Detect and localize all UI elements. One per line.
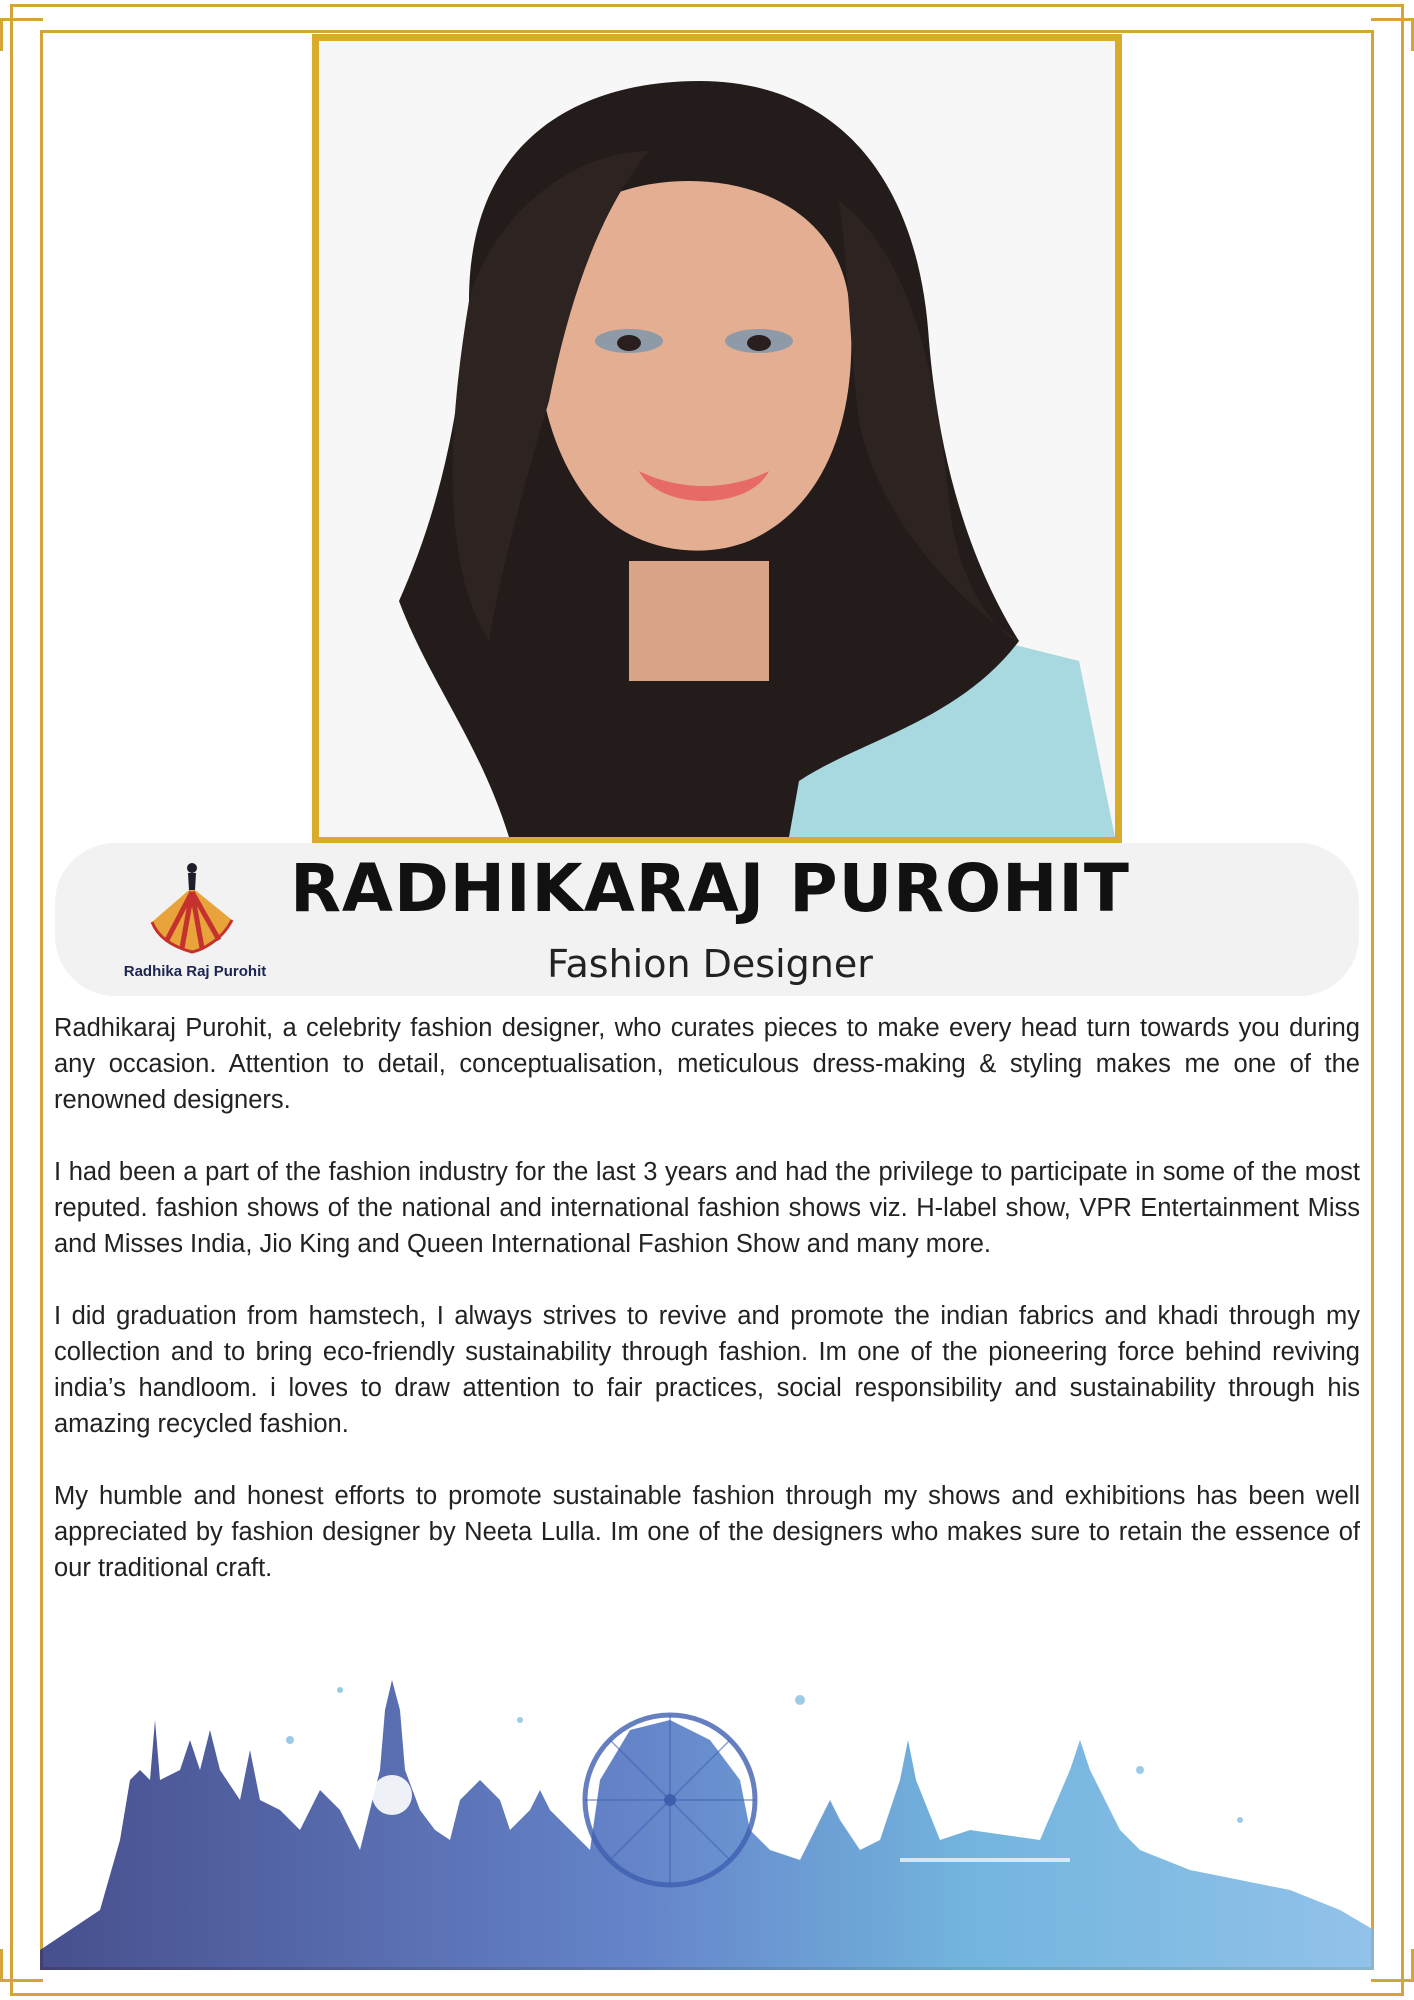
profile-photo: [312, 34, 1122, 844]
corner-ornament: [1371, 18, 1414, 51]
bio-paragraph: I did graduation from hamstech, I always strives to revive and promote the indian fabrics and khadi through my collection and to bring eco-friendly sustainability through fashion. Im one of the pioneering force behind reviving india’s handloom. i loves to draw attention to fair practices, social responsibility and sustainability through his amazing recycled fashion.: [54, 1302, 1360, 1438]
skyline-watercolor: [40, 1630, 1374, 1970]
designer-name: RADHIKARAJ PUROHIT: [290, 850, 1130, 927]
corner-ornament: [1371, 1949, 1414, 1982]
london-skyline-illustration: [40, 1630, 1374, 1970]
bio-paragraph: My humble and honest efforts to promote sustainable fashion through my shows and exhibitions has been well appreciated by fashion designer by Neeta Lulla. Im one of the designers who makes sure to retain the essence of our traditional craft.: [54, 1482, 1360, 1582]
bio-paragraph: I had been a part of the fashion industry for the last 3 years and had the privilege to participate in some of the most reputed. fashion shows of the national and international fashion shows viz. H-label show, VPR Entertainment Miss and Misses India, Jio King and Queen International Fashion Show and many more.: [54, 1158, 1360, 1258]
logo-text: Radhika Raj Purohit: [123, 963, 267, 980]
dancer-dress-logo-icon: [147, 860, 237, 955]
biography: [54, 1010, 1360, 1622]
designer-title: Fashion Designer: [547, 942, 873, 986]
bio-paragraph: Radhikaraj Purohit, a celebrity fashion designer, who curates pieces to make every head turn towards you during any occasion. Attention to detail, conceptualisation, meticulous dress-making & styling makes me one of the renowned designers.: [54, 1014, 1360, 1114]
corner-ornament: [0, 18, 43, 51]
portrait-image: [319, 41, 1115, 837]
corner-ornament: [0, 1949, 43, 1982]
brand-logo: [110, 860, 280, 990]
